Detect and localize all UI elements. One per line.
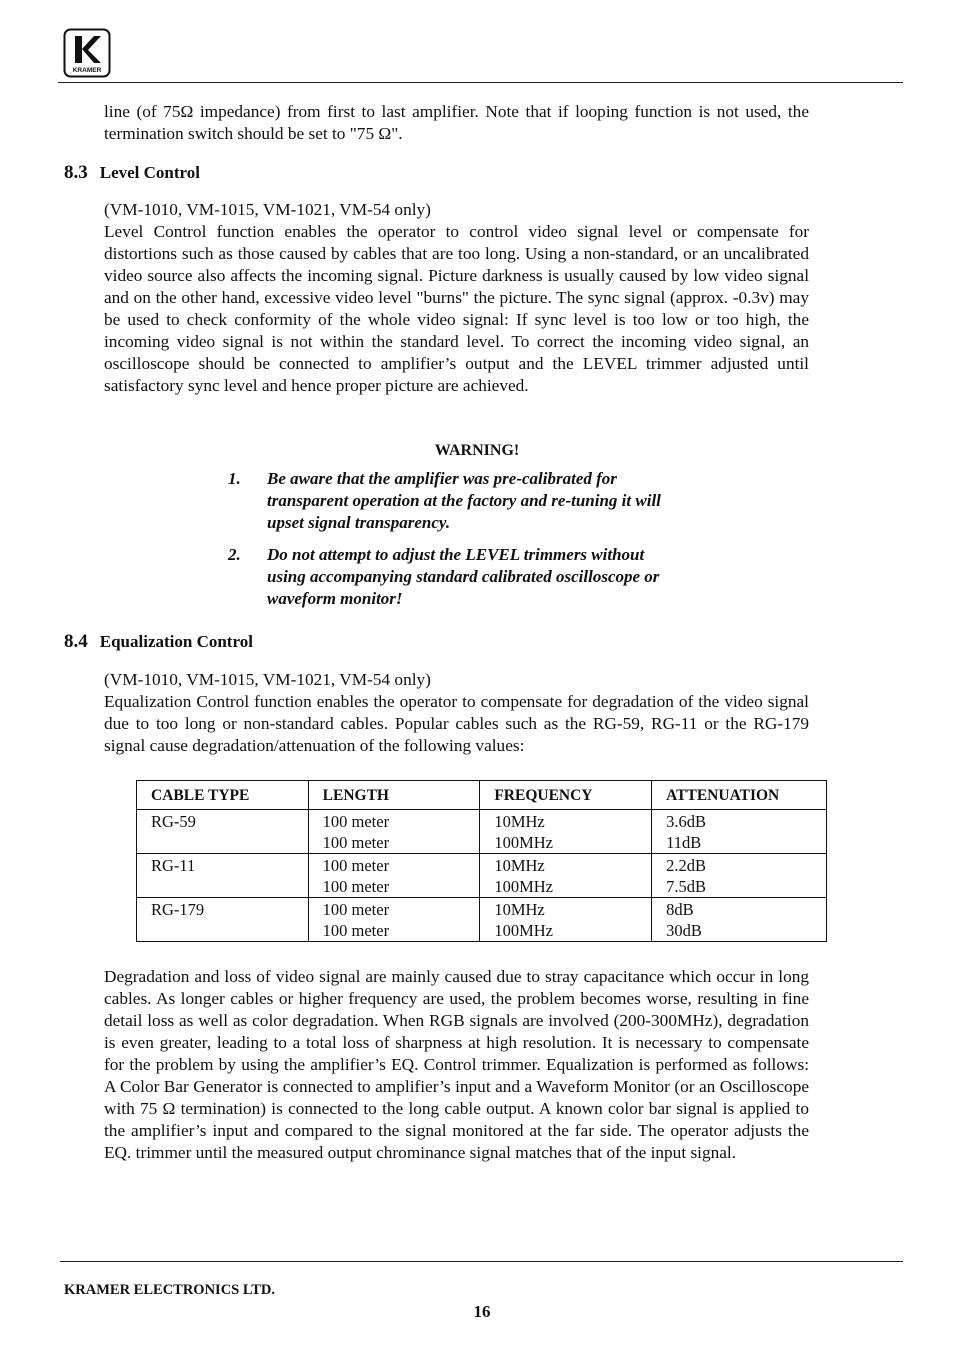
warning-title: WARNING! — [434, 442, 520, 459]
frequency-cell — [480, 898, 652, 942]
length-value: 100 meter — [322, 877, 390, 896]
frequency-value: 10MHz — [494, 900, 545, 919]
cable-cell — [137, 854, 309, 898]
frequency-value: 10MHz — [494, 856, 545, 875]
column-header: ATTENUATION — [652, 781, 827, 810]
attenuation-value: 8dB — [666, 900, 694, 919]
section-8-3-body — [104, 199, 809, 397]
section-number: 8.3 — [64, 162, 88, 183]
length-cell — [308, 898, 480, 942]
column-header: FREQUENCY — [480, 781, 652, 810]
section-title: Level Control — [99, 163, 201, 182]
warning-item-text: Be aware that the amplifier was pre-calibrated for transparent operation at the factory and re-tuning it will upset signal transparency. — [267, 469, 661, 532]
table-header-row — [137, 781, 827, 810]
attenuation-value: 2.2dB — [666, 856, 707, 875]
column-header: LENGTH — [308, 781, 480, 810]
attenuation-value: 11dB — [666, 833, 702, 852]
length-value: 100 meter — [322, 856, 390, 875]
section-body: Level Control function enables the operator to control video signal level or compensate for distortions such as those caused by cables that are too long. Using a non-standard, or an uncalibrated video source also affects the incoming signal. Picture darkness is usually caused by low video signal and on the other hand, excessive video level "burns" the picture. The sync signal (approx. -0.3v) may be used to check conformity of the whole video signal: If sync level is too low or too high, the incoming video signal is not within the standard level. To correct the incoming video signal, an oscilloscope should be connected to amplifier’s output and the LEVEL trimmer adjusted until satisfactory sync level and hence proper picture are achieved. — [104, 222, 809, 395]
svg-text:KRAMER: KRAMER — [72, 67, 102, 74]
cable-type: RG-179 — [151, 900, 205, 919]
attenuation-cell — [652, 898, 827, 942]
warning-item-number: 2. — [228, 545, 241, 564]
page-number: 16 — [473, 1302, 491, 1321]
table-row — [137, 854, 827, 898]
section-heading-8-3 — [64, 162, 200, 184]
table-row — [137, 810, 827, 854]
length-value: 100 meter — [322, 921, 390, 940]
frequency-value: 10MHz — [494, 812, 545, 831]
section-number: 8.4 — [64, 631, 88, 652]
section-body: Equalization Control function enables the operator to compensate for degradation of the video signal due to too long or non-standard cables. Popular cables such as the RG-59, RG-11 or the RG-179 signal cause degradation/attenuation of the following values: — [104, 692, 809, 755]
attenuation-table — [136, 780, 827, 942]
frequency-value: 100MHz — [494, 833, 553, 852]
warning-item-text: Do not attempt to adjust the LEVEL trimmers without using accompanying standard calibrated oscilloscope or waveform monitor! — [267, 545, 660, 608]
footer-company: KRAMER ELECTRONICS LTD. — [64, 1282, 275, 1298]
length-cell — [308, 854, 480, 898]
attenuation-value: 30dB — [666, 921, 702, 940]
kramer-logo-icon — [63, 28, 111, 78]
length-value: 100 meter — [322, 833, 390, 852]
attenuation-cell — [652, 854, 827, 898]
length-cell — [308, 810, 480, 854]
header-rule — [58, 82, 903, 83]
cable-cell — [137, 810, 309, 854]
frequency-cell — [480, 810, 652, 854]
frequency-cell — [480, 854, 652, 898]
closing-paragraph — [104, 966, 809, 1164]
section-8-4-body — [104, 669, 809, 757]
closing-text: Degradation and loss of video signal are mainly caused due to stray capacitance which occur in long cables. As longer cables or higher frequency are used, the problem becomes worse, resulting in fine detail loss as well as color degradation. When RGB signals are involved (200-300MHz), degradation is even greater, leading to a total loss of sharpness at high resolution. It is necessary to compensate for the problem by using the amplifier’s EQ. Control trimmer. Equalization is performed as follows: A Color Bar Generator is connected to amplifier’s input and a Waveform Monitor (or an Oscilloscope with 75 Ω termination) is connected to the long cable output. A known color bar signal is applied to the amplifier’s input and compared to the signal monitored at the far side. The operator adjusts the EQ. trimmer until the measured output chrominance signal matches that of the input signal. — [104, 967, 809, 1162]
cable-cell — [137, 898, 309, 942]
cable-type: RG-11 — [151, 856, 196, 875]
intro-paragraph — [104, 101, 809, 145]
intro-text: line (of 75Ω impedance) from first to last amplifier. Note that if looping function is not used, the termination switch should be set to "75 Ω". — [104, 102, 809, 143]
footer-rule — [60, 1261, 903, 1262]
kramer-logo — [63, 28, 111, 78]
cable-type: RG-59 — [151, 812, 196, 831]
attenuation-value: 7.5dB — [666, 877, 707, 896]
frequency-value: 100MHz — [494, 877, 553, 896]
attenuation-value: 3.6dB — [666, 812, 707, 831]
section-models: (VM-1010, VM-1015, VM-1021, VM-54 only) — [104, 200, 431, 219]
warning-item-number: 1. — [228, 469, 241, 488]
attenuation-cell — [652, 810, 827, 854]
column-header: CABLE TYPE — [137, 781, 309, 810]
frequency-value: 100MHz — [494, 921, 553, 940]
length-value: 100 meter — [322, 812, 390, 831]
section-title: Equalization Control — [99, 632, 253, 651]
section-models: (VM-1010, VM-1015, VM-1021, VM-54 only) — [104, 670, 431, 689]
section-heading-8-4 — [64, 631, 253, 653]
table-row — [137, 898, 827, 942]
length-value: 100 meter — [322, 900, 390, 919]
